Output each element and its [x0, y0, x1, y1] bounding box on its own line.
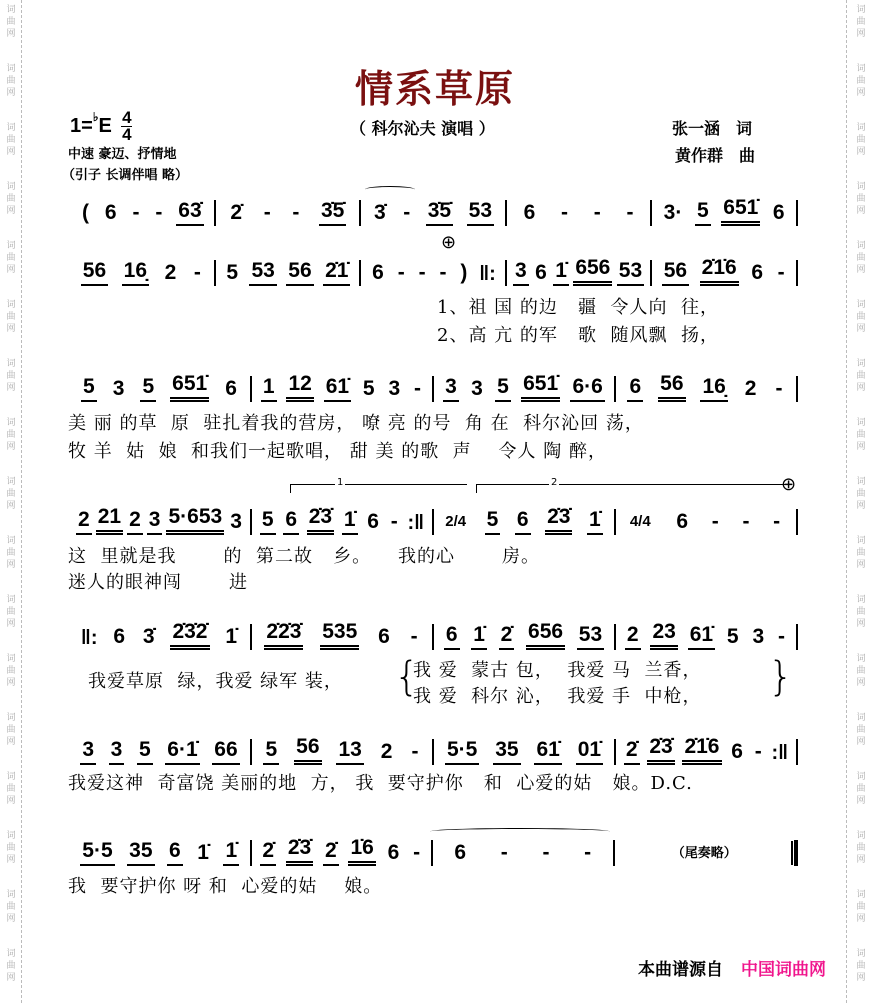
measure — [70, 200, 214, 226]
performer: （ 科尔沁夫 演唱 ） — [350, 119, 495, 138]
note: - — [390, 510, 398, 533]
lyrics-chorus-verse-1: 我 爱 蒙古 包， 我爱 马 兰香， — [413, 660, 702, 681]
measure — [252, 373, 432, 402]
score-row — [70, 372, 798, 402]
note: 5 — [362, 377, 375, 400]
note: 6 — [772, 201, 785, 224]
note: 3 — [752, 625, 765, 648]
note: 6 — [167, 840, 183, 866]
note: 2 — [164, 261, 177, 284]
barline — [796, 260, 798, 286]
note: 2 — [127, 509, 143, 535]
repeat-sign: :‖ — [407, 512, 425, 534]
note: 6 — [515, 509, 531, 535]
watermark-text: 词曲网 — [4, 771, 15, 807]
brace-right: } — [768, 654, 794, 700]
watermark-text: 词曲网 — [854, 771, 865, 807]
note: 3 — [230, 510, 242, 533]
note: 61̇ — [688, 624, 715, 650]
measure — [252, 837, 432, 866]
lyrics-verse-1: 1、祖 国 的边 疆 令人向 往， — [437, 297, 719, 318]
lyrics-verse-1: 这 里就是我 的 第二故 乡。 我的心 房。 — [68, 546, 541, 567]
note: - — [193, 261, 201, 284]
flat-sign: ♭ — [92, 110, 99, 124]
note: 6 — [283, 509, 299, 535]
measure — [434, 621, 614, 650]
watermark-text: 词曲网 — [854, 653, 865, 689]
time-bottom: 4 — [122, 125, 132, 144]
note: 2̇ — [230, 201, 243, 224]
note: - — [777, 261, 785, 284]
note: 3 — [80, 739, 96, 765]
lyrics-verse-2: 迷人的眼神闯 进 — [68, 572, 249, 593]
watermark-text: 词曲网 — [854, 535, 865, 571]
note: 5 — [485, 509, 501, 535]
note: - — [410, 625, 418, 648]
lyrics-verse-2: 2、高 亢 的军 歌 随风飘 扬， — [437, 325, 719, 346]
note: 6 — [113, 625, 126, 648]
note: 1̇ — [223, 840, 239, 866]
volta-1-label: 1 — [337, 477, 344, 488]
barline — [796, 509, 798, 535]
note: 6 — [367, 510, 379, 533]
note: - — [155, 201, 163, 224]
time-signature — [121, 110, 132, 143]
note: 2̇2̇3̇ — [264, 621, 303, 650]
measure — [652, 257, 796, 286]
note: 1̇ — [587, 509, 603, 535]
note: - — [403, 201, 411, 224]
note: 6 — [225, 377, 237, 400]
lyrics-chorus: 我爱草原 绿，我爱 绿军 装， — [88, 671, 343, 692]
note: ) — [460, 261, 468, 284]
note: 5 — [140, 376, 156, 402]
note: 651̇ — [721, 197, 760, 226]
barline — [796, 200, 798, 226]
note: 6 — [444, 624, 460, 650]
score-row — [70, 256, 798, 286]
note: 6 — [378, 625, 390, 648]
note: 21 — [96, 506, 123, 535]
lyrics-line: 我爱这神 奇富饶 美丽的地 方， 我 要守护你 和 心爱的姑 娘。D.C. — [68, 773, 693, 794]
measure — [361, 200, 505, 226]
intro-note: （引子 长调伴唱 略） — [62, 168, 189, 183]
note: 35 — [127, 840, 154, 866]
note: 5 — [226, 261, 238, 284]
watermark-text: 词曲网 — [854, 417, 865, 453]
watermark-text: 词曲网 — [4, 358, 15, 394]
note: - — [397, 261, 405, 284]
note: 5 — [495, 376, 511, 402]
note: 651̇ — [521, 373, 560, 402]
time-signature-change: 2/4 — [445, 513, 467, 530]
watermark-text: 词曲网 — [854, 63, 865, 99]
watermark-text: 词曲网 — [854, 299, 865, 335]
note: - — [742, 510, 750, 533]
key-prefix: 1= — [70, 114, 93, 137]
note: 6 — [104, 201, 117, 224]
measure — [507, 202, 651, 226]
note: 3̇ — [373, 201, 386, 224]
watermark-right — [850, 0, 870, 1003]
watermark-text: 词曲网 — [4, 476, 15, 512]
coda-icon: ⊕ — [781, 474, 797, 495]
watermark-text: 词曲网 — [4, 122, 15, 158]
note: 6·6 — [570, 376, 604, 402]
watermark-text: 词曲网 — [4, 240, 15, 276]
note: 3· — [663, 201, 683, 224]
note: - — [561, 201, 569, 224]
note: - — [439, 261, 447, 284]
score-row — [70, 735, 798, 765]
note: 5 — [726, 625, 739, 648]
note: 56 — [81, 260, 108, 286]
measure — [70, 621, 250, 650]
watermark-left — [0, 0, 20, 1003]
watermark-text: 词曲网 — [854, 476, 865, 512]
watermark-text: 词曲网 — [4, 653, 15, 689]
watermark-text: 词曲网 — [4, 4, 15, 40]
lyrics-verse-2: 牧 羊 姑 娘 和我们一起歌唱， 甜 美 的歌 声 令人 陶 醉， — [68, 441, 607, 462]
watermark-text: 词曲网 — [854, 594, 865, 630]
measure — [70, 506, 250, 535]
note: 3 — [513, 260, 529, 286]
time-signature-change: 4/4 — [629, 513, 651, 530]
barline — [796, 739, 798, 765]
watermark-text: 词曲网 — [854, 830, 865, 866]
note: 56 — [662, 260, 689, 286]
measure — [70, 739, 250, 765]
note: 1̇6 — [348, 837, 375, 866]
note: 16̣ — [122, 260, 149, 286]
repeat-sign: :‖ — [771, 742, 789, 764]
note: 1̇ — [342, 509, 358, 535]
repeat-sign: ‖: — [80, 627, 98, 649]
measure — [361, 262, 505, 286]
score-row — [70, 620, 798, 650]
watermark-text: 词曲网 — [4, 299, 15, 335]
note: 6 — [372, 261, 384, 284]
note: 53 — [249, 260, 276, 286]
note: 56 — [286, 260, 313, 286]
note: 53 — [617, 260, 644, 286]
measure — [652, 197, 796, 226]
note: 2̇3̇2̇ — [170, 621, 209, 650]
note: 2̇ — [624, 739, 640, 765]
note: - — [593, 201, 601, 224]
note: 61̇ — [324, 376, 351, 402]
note: 6 — [731, 740, 743, 763]
note: - — [500, 841, 508, 864]
note: 6 — [387, 841, 400, 864]
site-link[interactable]: 中国词曲网 — [741, 960, 826, 980]
note: 2̇ — [323, 840, 339, 866]
slur — [365, 186, 415, 193]
note: - — [775, 377, 783, 400]
note: 2̇3̇ — [545, 506, 572, 535]
note: 5 — [81, 376, 97, 402]
watermark-text: 词曲网 — [4, 63, 15, 99]
note: 2̇1̇ — [323, 260, 350, 286]
note: 16̣ — [700, 376, 727, 402]
time-top: 4 — [122, 108, 132, 127]
repeat-sign: ‖: — [479, 263, 496, 285]
barline — [796, 624, 798, 650]
note: 2̇3̇ — [307, 506, 334, 535]
outro-note: （尾奏略） — [671, 845, 737, 860]
note: 01̇ — [576, 739, 603, 765]
measure — [616, 736, 796, 765]
lyrics-verse-1: 美 丽 的草 原 驻扎着我的营房， 嘹 亮 的号 角 在 科尔沁回 荡， — [68, 413, 644, 434]
watermark-text: 词曲网 — [854, 181, 865, 217]
watermark-text: 词曲网 — [854, 358, 865, 394]
note: 61̇ — [534, 739, 561, 765]
note: 2̇ — [260, 840, 276, 866]
composer: 黄作群 曲 — [675, 146, 756, 165]
tempo-marking: 中速 豪迈、抒情地 — [68, 147, 177, 162]
measure — [507, 257, 651, 286]
score-row — [70, 196, 798, 226]
measure — [616, 621, 796, 650]
score-row — [70, 836, 798, 866]
watermark-text: 词曲网 — [4, 181, 15, 217]
note: - — [711, 510, 719, 533]
measure — [252, 506, 432, 535]
measure — [433, 842, 613, 866]
watermark-text: 词曲网 — [4, 535, 15, 571]
song-title: 情系草原 — [354, 67, 515, 111]
note: 2 — [625, 624, 641, 650]
note: 1 — [261, 376, 277, 402]
brace-left: { — [394, 654, 420, 700]
note: - — [542, 841, 550, 864]
note: 3 — [443, 376, 459, 402]
note: 656 — [526, 621, 565, 650]
watermark-text: 词曲网 — [4, 712, 15, 748]
watermark-text: 词曲网 — [854, 948, 865, 984]
note: 6 — [676, 510, 689, 533]
note: 5 — [695, 200, 711, 226]
note: - — [263, 201, 271, 224]
segno-icon: ⊕ — [441, 232, 457, 253]
note: 2̇3̇ — [286, 837, 313, 866]
note: 13 — [336, 739, 363, 765]
note: 6 — [535, 261, 547, 284]
note: 2 — [76, 509, 92, 535]
note: - — [418, 261, 426, 284]
note: 1̇ — [225, 625, 238, 648]
note: 1̇ — [197, 841, 209, 864]
note: 5 — [137, 739, 153, 765]
note: 3 — [112, 377, 125, 400]
note: 3̇ — [142, 625, 155, 648]
volta-2-label: 2 — [551, 477, 558, 488]
measure — [70, 260, 214, 286]
watermark-text: 词曲网 — [4, 889, 15, 925]
watermark-text: 词曲网 — [854, 4, 865, 40]
note: 5·5 — [80, 840, 114, 866]
source-label: 本曲谱源自 — [638, 960, 723, 980]
measure — [70, 840, 250, 866]
barline — [796, 376, 798, 402]
measure — [252, 621, 432, 650]
note: 6 — [627, 376, 643, 402]
measure — [216, 260, 360, 286]
note: 3 — [471, 377, 483, 400]
note: - — [626, 201, 634, 224]
note: 6·1̇ — [165, 739, 199, 765]
note: ( — [81, 201, 89, 224]
note: 3 — [388, 377, 401, 400]
note: 2̇1̇6 — [682, 736, 721, 765]
measure — [616, 373, 796, 402]
note: 5·5 — [445, 739, 479, 765]
note: 63̇ — [176, 200, 203, 226]
note: 1̇ — [471, 624, 487, 650]
note: 2̇3̇ — [647, 736, 674, 765]
note: 656 — [573, 257, 612, 286]
note: 651̇ — [170, 373, 209, 402]
note: - — [132, 201, 140, 224]
note: 6 — [751, 261, 764, 284]
note: 3 — [109, 739, 125, 765]
key-signature — [70, 110, 132, 143]
note: - — [773, 510, 781, 533]
note: 6 — [454, 841, 467, 864]
lyrics-line: 我 要守护你 呀 和 心爱的姑 娘。 — [68, 876, 383, 897]
measure — [434, 373, 614, 402]
note: 53 — [467, 200, 494, 226]
note: 35 — [493, 739, 520, 765]
note: - — [778, 625, 785, 648]
note: 3 — [147, 509, 163, 535]
measure — [70, 373, 250, 402]
measure — [434, 506, 614, 535]
volta-1 — [290, 477, 467, 493]
watermark-text: 词曲网 — [854, 889, 865, 925]
note: 56 — [294, 736, 321, 765]
note: 23 — [650, 621, 677, 650]
note: 53 — [577, 624, 604, 650]
footer-source — [638, 955, 826, 980]
note: 3̇5̇ — [426, 200, 453, 226]
measure — [615, 842, 795, 866]
note: 1̇ — [553, 260, 569, 286]
watermark-text: 词曲网 — [4, 948, 15, 984]
slur — [430, 828, 610, 835]
note: 12 — [286, 373, 313, 402]
key-note: E — [98, 114, 112, 137]
barline — [794, 840, 798, 866]
lyricist: 张一涵 词 — [672, 119, 753, 138]
note: - — [414, 377, 421, 400]
watermark-text: 词曲网 — [854, 122, 865, 158]
note: 56 — [658, 373, 685, 402]
note: 5·653 — [166, 506, 224, 535]
note: 2̇ — [499, 624, 515, 650]
watermark-text: 词曲网 — [854, 712, 865, 748]
note: - — [292, 201, 300, 224]
score-row — [70, 505, 798, 535]
note: 3̇5̇ — [319, 200, 346, 226]
note: - — [411, 740, 419, 763]
note: 66 — [212, 739, 239, 765]
watermark-text: 词曲网 — [4, 830, 15, 866]
note: 2 — [380, 740, 393, 763]
note: 2 — [744, 377, 757, 400]
watermark-text: 词曲网 — [854, 240, 865, 276]
lyrics-chorus-verse-2: 我 爱 科尔 沁， 我爱 手 中枪， — [413, 686, 702, 707]
watermark-divider-right — [846, 0, 847, 1003]
note: - — [413, 841, 421, 864]
watermark-text: 词曲网 — [4, 594, 15, 630]
note: 6 — [523, 201, 536, 224]
note: 2̇1̇6 — [700, 257, 739, 286]
measure — [252, 736, 432, 765]
note: 535 — [320, 621, 359, 650]
measure — [616, 511, 796, 535]
note: - — [754, 740, 762, 763]
measure — [434, 739, 614, 765]
note: 5 — [260, 509, 276, 535]
volta-2 — [476, 477, 787, 493]
watermark-text: 词曲网 — [4, 417, 15, 453]
measure — [216, 200, 360, 226]
note: - — [584, 841, 592, 864]
watermark-divider-left — [21, 0, 22, 1003]
note: 5 — [263, 739, 279, 765]
